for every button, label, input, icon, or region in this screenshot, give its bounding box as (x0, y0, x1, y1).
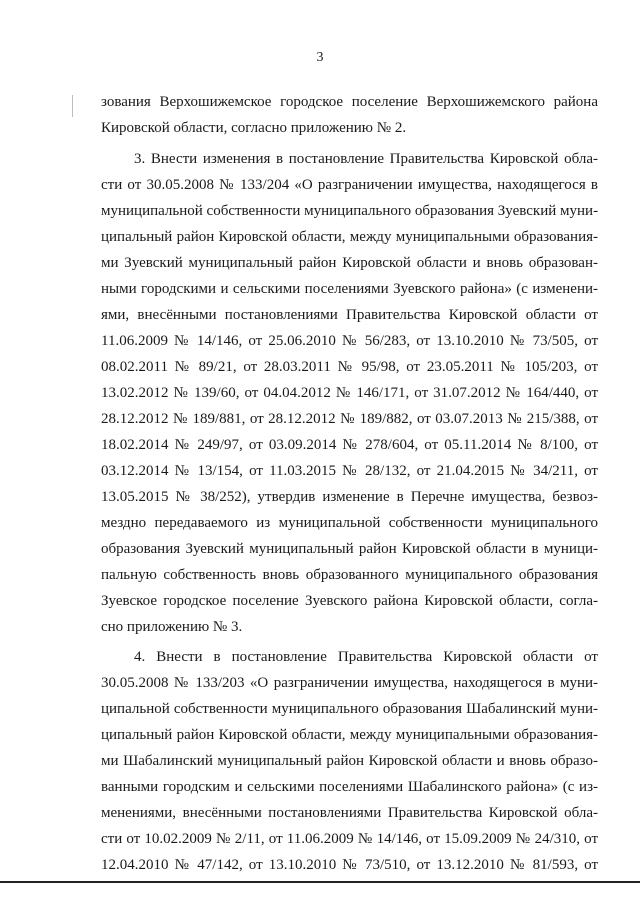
text-line: сти от 30.05.2008 № 133/204 «О разграничении имущества, находящегося в (101, 177, 598, 193)
text-line: ями, внесёнными постановлениями Правительства Кировской области от (101, 307, 598, 323)
text-line: пальную собственность вновь образованного муниципального образования (101, 567, 598, 583)
text-line: 08.02.2011 № 89/21, от 28.03.2011 № 95/98, от 23.05.2011 № 105/203, от (101, 359, 598, 375)
text-line: Зуевское городское поселение Зуевского района Кировской области, согла- (101, 593, 598, 609)
text-line: ципальной собственности муниципального образования Шабалинский муни- (101, 701, 598, 717)
text-line: 30.05.2008 № 133/203 «О разграничении имущества, находящегося в муни- (101, 675, 598, 691)
text-line: Кировской области, согласно приложению № 2. (101, 120, 407, 136)
text-line: 03.12.2014 № 13/154, от 11.03.2015 № 28/132, от 21.04.2015 № 34/211, от (101, 463, 598, 479)
text-line: зования Верхошижемское городское поселение Верхошижемского района (101, 94, 598, 110)
text-line: ципальный район Кировской области, между муниципальными образования- (101, 229, 598, 245)
text-line: образования Зуевский муниципальный район Кировской области в муници- (101, 541, 598, 557)
text-line: ми Зуевский муниципальный район Кировской области и вновь образован- (101, 255, 598, 271)
paragraph-3-first-line: 3. Внести изменения в постановление Правительства Кировской обла- (134, 151, 598, 167)
text-line: 13.05.2015 № 38/252), утвердив изменение в Перечне имущества, безвоз- (101, 489, 598, 505)
margin-mark (72, 95, 73, 117)
text-line: 28.12.2012 № 189/881, от 28.12.2012 № 189/882, от 03.07.2013 № 215/388, от (101, 411, 598, 427)
text-line: сно приложению № 3. (101, 619, 243, 635)
text-line: ванными городским и сельскими поселениями Шабалинского района» (с из- (101, 779, 598, 795)
text-line: ными городскими и сельскими поселениями Зуевского района» (с изменени- (101, 281, 598, 297)
text-line: 12.04.2010 № 47/142, от 13.10.2010 № 73/510, от 13.12.2010 № 81/593, от (101, 857, 598, 873)
text-line: 13.02.2012 № 139/60, от 04.04.2012 № 146/171, от 31.07.2012 № 164/440, от (101, 385, 598, 401)
text-line: 11.06.2009 № 14/146, от 25.06.2010 № 56/283, от 13.10.2010 № 73/505, от (101, 333, 598, 349)
text-line: менениями, внесёнными постановлениями Правительства Кировской обла- (101, 805, 598, 821)
text-line: мездно передаваемого из муниципальной собственности муниципального (101, 515, 598, 531)
paragraph-4-first-line: 4. Внести в постановление Правительства Кировской области от (134, 649, 598, 665)
text-line: сти от 10.02.2009 № 2/11, от 11.06.2009 № 14/146, от 15.09.2009 № 24/310, от (101, 831, 598, 847)
text-line: 18.02.2014 № 249/97, от 03.09.2014 № 278/604, от 05.11.2014 № 8/100, от (101, 437, 598, 453)
text-line: ми Шабалинский муниципальный район Кировской области и вновь образо- (101, 753, 598, 769)
text-line: ципальный район Кировской области, между муниципальными образования- (101, 727, 598, 743)
text-line: муниципальной собственности муниципального образования Зуевский муни- (101, 203, 599, 219)
page-number: 3 (316, 50, 324, 65)
bottom-rule (0, 881, 640, 883)
